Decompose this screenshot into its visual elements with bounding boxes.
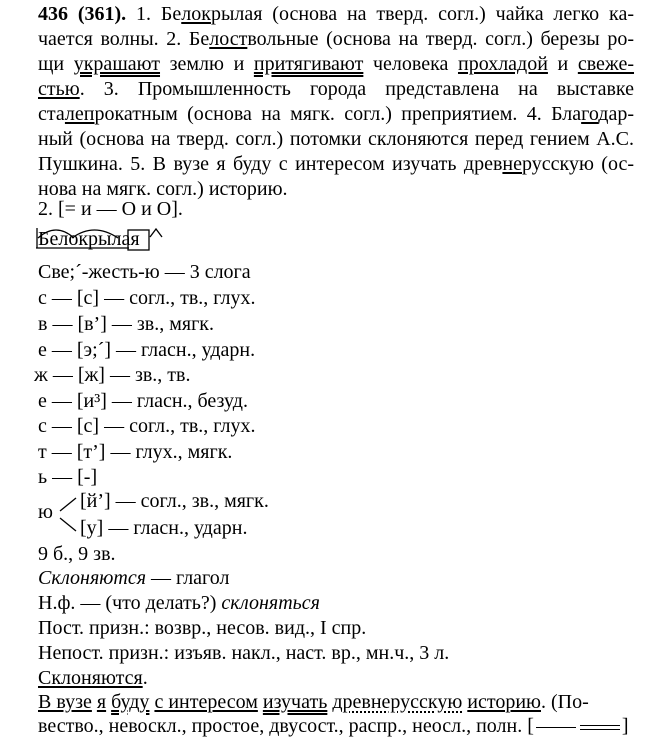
morph-final xyxy=(38,666,148,691)
predicate-scheme-line xyxy=(580,725,620,730)
morph-nf-label: Н.ф. — (что делать?) xyxy=(38,592,222,614)
text-span: ный (основа на тверд. согл.) потомки склоняются перед гением А.С. xyxy=(38,128,634,150)
analysis-characteristics xyxy=(38,714,629,739)
morph-permanent: Пост. призн.: возвр., несов. вид., I спр. xyxy=(38,617,367,639)
exercise-paragraph xyxy=(38,2,634,202)
text-span: землю и xyxy=(160,53,254,75)
branch-line xyxy=(60,498,76,511)
text-span: 1. Бе xyxy=(136,3,182,25)
phonetic-yu-letter: ю xyxy=(38,501,53,523)
object: свеже- xyxy=(577,53,635,75)
analysis-sentence xyxy=(38,690,638,715)
exercise-number: 436 (361). xyxy=(38,3,127,25)
morph-title xyxy=(38,566,229,591)
text-span: ста xyxy=(38,103,65,125)
predicate: притягивают xyxy=(253,53,364,75)
root-mark: лок xyxy=(181,3,211,25)
text-span: рокатным (основа на мягк. согл.) преприятием. 4. Бла xyxy=(94,103,582,125)
text-span: русскую (ос- xyxy=(522,153,634,175)
text-span: Пушкина. 5. В вузе я буду с интересом изучать древ xyxy=(38,153,503,175)
text-span: . 3. Промышленность города представлена на выставке xyxy=(79,78,634,100)
morph-initial-form xyxy=(38,591,320,616)
object: историю xyxy=(467,691,541,713)
bracket-close: ] xyxy=(621,715,629,737)
phonetic-row: в — [в’] — зв., мягк. xyxy=(38,313,214,335)
subject: я xyxy=(96,691,107,713)
text-span: дар- xyxy=(598,103,634,125)
morph-word: Склоняются xyxy=(38,567,146,589)
phonetic-row: [й’] — согл., зв., мягк. xyxy=(80,490,269,512)
phonetic-row: с — [с] — согл., тв., глух. xyxy=(38,287,256,309)
phonetic-row: с — [с] — согл., тв., глух. xyxy=(38,415,256,437)
morph-final-word: Склоняются xyxy=(38,667,143,689)
root-mark: леп xyxy=(64,103,95,125)
predicate: изучать xyxy=(262,691,328,713)
text-span: человека xyxy=(363,53,458,75)
predicate: буду xyxy=(111,691,150,713)
text-span: щи xyxy=(38,53,74,75)
morph-nf-word: склоняться xyxy=(221,592,320,614)
morph-nonpermanent: Непост. призн.: изъяв. накл., наст. вр., мн.ч., 3 л. xyxy=(38,642,450,664)
morph-part: — глагол xyxy=(146,567,230,589)
morph-final-dot: . xyxy=(142,667,148,689)
phonetic-row: ж — [ж] — зв., тв. xyxy=(34,364,191,386)
predicate: украшают xyxy=(73,53,161,75)
phonetic-row: [у] — гласн., ударн. xyxy=(80,517,248,539)
adverbial: с интересом xyxy=(154,691,258,713)
object: прохладой xyxy=(457,53,548,75)
text-span: рылая (основа на тверд. согл.) чайка легко ка- xyxy=(210,3,634,25)
text-span: вольные (основа на тверд. согл.) березы ро- xyxy=(247,28,634,50)
root-mark: лост xyxy=(209,28,248,50)
morpheme-word-text: Белокрылая xyxy=(38,228,140,250)
phonetic-row: ь — [-] xyxy=(38,466,98,488)
analysis-tail: . (По- xyxy=(541,691,589,713)
root-mark: не xyxy=(502,153,523,175)
text-span: и xyxy=(547,53,578,75)
text-span: нова на мягк. согл.) историю. xyxy=(38,178,288,200)
suffix-mark xyxy=(150,229,162,237)
phonetic-row: е — [и³] — гласн., безуд. xyxy=(38,390,248,412)
morpheme-word xyxy=(38,227,140,252)
attribute: древнерусскую xyxy=(332,691,463,713)
branch-line xyxy=(60,518,76,531)
phonetic-row: е — [э;´] — гласн., ударн. xyxy=(38,339,256,361)
analysis-line2: вество., невоскл., простое, двусост., распр., неосл., полн. [ xyxy=(38,715,534,737)
phonetic-row: т — [т’] — глух., мягк. xyxy=(38,441,233,463)
phonetic-header: Све;´-жесть-ю — 3 слога xyxy=(38,261,251,283)
text-span: чается волны. 2. Бе xyxy=(38,28,210,50)
root-mark: го xyxy=(581,103,599,125)
subject-scheme-line xyxy=(536,727,576,728)
adverbial: В вузе xyxy=(38,691,92,713)
phonetic-summary: 9 б., 9 зв. xyxy=(38,543,116,565)
sentence-scheme: 2. [= и — О и О]. xyxy=(38,198,183,220)
object: стью xyxy=(38,78,80,100)
